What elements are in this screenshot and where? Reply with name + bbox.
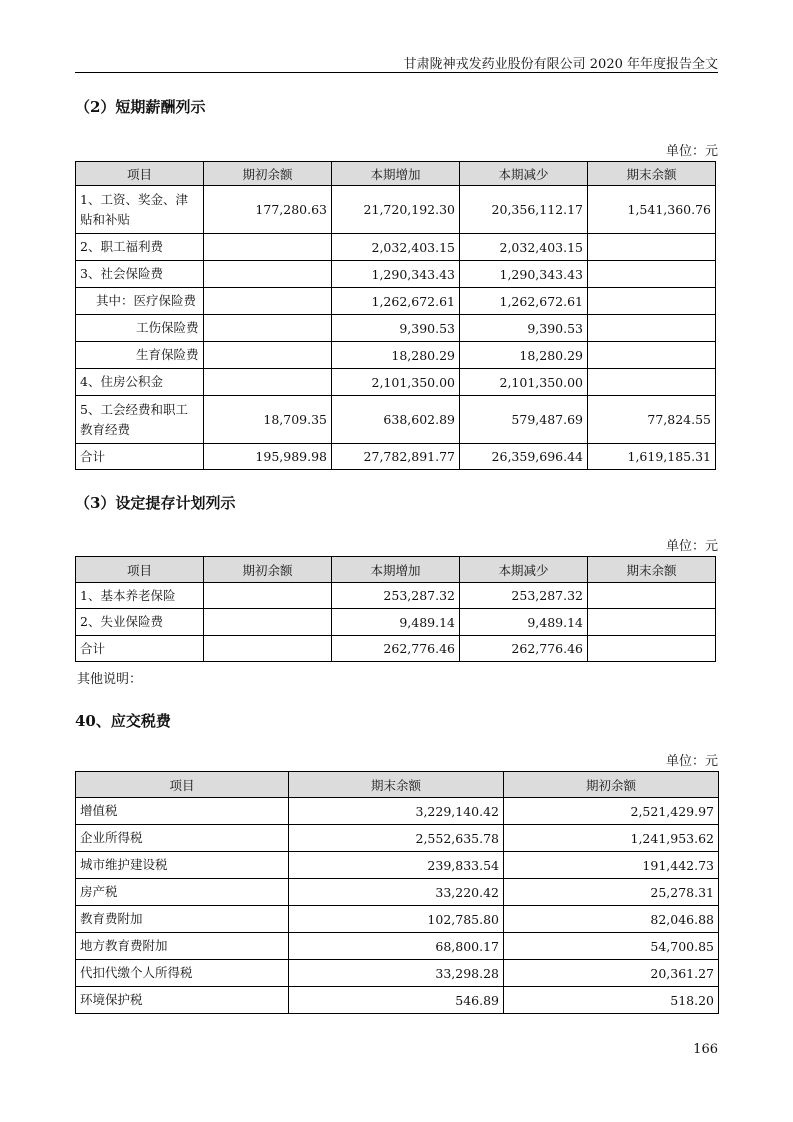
table-row: [76, 342, 716, 369]
row-label: 地方教育费附加: [76, 933, 289, 960]
table-total-row: [76, 444, 716, 470]
cell-value: 518.20: [504, 987, 719, 1014]
column-header: 期初余额: [204, 557, 332, 583]
row-label: 合计: [76, 636, 204, 662]
taxes-unit: 单位：元: [665, 754, 718, 769]
cell-value: [588, 609, 716, 636]
cell-value: 1,290,343.43: [460, 261, 588, 288]
page-number: 166: [693, 1042, 718, 1057]
cell-value: 2,101,350.00: [460, 369, 588, 396]
cell-value: 68,800.17: [289, 933, 504, 960]
cell-value: 195,989.98: [204, 444, 332, 470]
cell-value: [588, 636, 716, 662]
column-header: 本期增加: [332, 557, 460, 583]
cell-value: [588, 261, 716, 288]
defined-plan-table: [75, 556, 716, 662]
cell-value: 33,220.42: [289, 879, 504, 906]
row-label: 1、工资、奖金、津贴和补贴: [76, 186, 204, 234]
column-header: 项目: [76, 772, 289, 798]
cell-value: 21,720,192.30: [332, 186, 460, 234]
row-label: 生育保险费: [76, 342, 204, 369]
table-row: [76, 906, 719, 933]
cell-value: 18,709.35: [204, 396, 332, 444]
row-label: 教育费附加: [76, 906, 289, 933]
taxes-heading: 40、应交税费: [75, 712, 171, 730]
table-row: [76, 396, 716, 444]
cell-value: [204, 315, 332, 342]
row-label: 5、工会经费和职工教育经费: [76, 396, 204, 444]
header-rule: [75, 72, 718, 73]
row-label: 4、住房公积金: [76, 369, 204, 396]
report-header-title: 甘肃陇神戎发药业股份有限公司 2020 年年度报告全文: [403, 57, 718, 72]
row-label: 2、职工福利费: [76, 234, 204, 261]
table-header-row: [76, 162, 716, 186]
column-header: 项目: [76, 162, 204, 186]
cell-value: [588, 369, 716, 396]
cell-value: 77,824.55: [588, 396, 716, 444]
cell-value: [588, 288, 716, 315]
row-label: 其中：医疗保险费: [76, 288, 204, 315]
taxes-table: [75, 771, 719, 1014]
cell-value: 2,101,350.00: [332, 369, 460, 396]
cell-value: 1,262,672.61: [460, 288, 588, 315]
cell-value: [204, 342, 332, 369]
cell-value: 546.89: [289, 987, 504, 1014]
table-header-row: [76, 772, 719, 798]
cell-value: [204, 288, 332, 315]
cell-value: [204, 636, 332, 662]
cell-value: 253,287.32: [460, 583, 588, 609]
table-row: [76, 288, 716, 315]
cell-value: 579,487.69: [460, 396, 588, 444]
cell-value: 262,776.46: [332, 636, 460, 662]
cell-value: 253,287.32: [332, 583, 460, 609]
cell-value: 3,229,140.42: [289, 798, 504, 825]
cell-value: 1,290,343.43: [332, 261, 460, 288]
defined-plan-unit: 单位：元: [665, 539, 718, 554]
row-label: 代扣代缴个人所得税: [76, 960, 289, 987]
cell-value: 9,390.53: [460, 315, 588, 342]
cell-value: 262,776.46: [460, 636, 588, 662]
cell-value: 9,489.14: [332, 609, 460, 636]
row-label: 城市维护建设税: [76, 852, 289, 879]
cell-value: 27,782,891.77: [332, 444, 460, 470]
cell-value: 2,032,403.15: [332, 234, 460, 261]
table-row: [76, 987, 719, 1014]
row-label: 2、失业保险费: [76, 609, 204, 636]
cell-value: 177,280.63: [204, 186, 332, 234]
table-row: [76, 369, 716, 396]
table-row: [76, 879, 719, 906]
column-header: 期初余额: [204, 162, 332, 186]
cell-value: 2,552,635.78: [289, 825, 504, 852]
row-label: 1、基本养老保险: [76, 583, 204, 609]
short-term-heading: （2）短期薪酬列示: [75, 98, 206, 116]
row-label: 增值税: [76, 798, 289, 825]
cell-value: 2,032,403.15: [460, 234, 588, 261]
cell-value: [588, 342, 716, 369]
other-notes-label: 其他说明：: [77, 672, 143, 687]
row-label: 3、社会保险费: [76, 261, 204, 288]
cell-value: 18,280.29: [332, 342, 460, 369]
cell-value: 33,298.28: [289, 960, 504, 987]
cell-value: [204, 234, 332, 261]
table-total-row: [76, 636, 716, 662]
column-header: 本期减少: [460, 162, 588, 186]
column-header: 期末余额: [588, 557, 716, 583]
cell-value: 102,785.80: [289, 906, 504, 933]
column-header: 期末余额: [289, 772, 504, 798]
cell-value: 18,280.29: [460, 342, 588, 369]
cell-value: 25,278.31: [504, 879, 719, 906]
row-label: 房产税: [76, 879, 289, 906]
cell-value: 9,489.14: [460, 609, 588, 636]
cell-value: 191,442.73: [504, 852, 719, 879]
table-row: [76, 960, 719, 987]
table-row: [76, 315, 716, 342]
column-header: 本期增加: [332, 162, 460, 186]
short-term-table: [75, 161, 716, 470]
table-row: [76, 852, 719, 879]
row-label: 企业所得税: [76, 825, 289, 852]
table-row: [76, 609, 716, 636]
table-row: [76, 798, 719, 825]
cell-value: 638,602.89: [332, 396, 460, 444]
cell-value: 1,262,672.61: [332, 288, 460, 315]
table-row: [76, 186, 716, 234]
cell-value: 54,700.85: [504, 933, 719, 960]
cell-value: [204, 369, 332, 396]
cell-value: 20,356,112.17: [460, 186, 588, 234]
column-header: 本期减少: [460, 557, 588, 583]
table-row: [76, 261, 716, 288]
cell-value: 239,833.54: [289, 852, 504, 879]
column-header: 项目: [76, 557, 204, 583]
cell-value: [588, 234, 716, 261]
cell-value: 1,541,360.76: [588, 186, 716, 234]
cell-value: 1,619,185.31: [588, 444, 716, 470]
row-label: 合计: [76, 444, 204, 470]
column-header: 期初余额: [504, 772, 719, 798]
cell-value: 82,046.88: [504, 906, 719, 933]
cell-value: 2,521,429.97: [504, 798, 719, 825]
row-label: 工伤保险费: [76, 315, 204, 342]
row-label: 环境保护税: [76, 987, 289, 1014]
cell-value: [204, 583, 332, 609]
cell-value: [204, 261, 332, 288]
table-row: [76, 234, 716, 261]
defined-plan-heading: （3）设定提存计划列示: [75, 494, 236, 512]
short-term-unit: 单位：元: [665, 144, 718, 159]
cell-value: [588, 315, 716, 342]
table-row: [76, 825, 719, 852]
cell-value: [204, 609, 332, 636]
cell-value: 20,361.27: [504, 960, 719, 987]
table-header-row: [76, 557, 716, 583]
table-row: [76, 933, 719, 960]
column-header: 期末余额: [588, 162, 716, 186]
cell-value: 9,390.53: [332, 315, 460, 342]
cell-value: 1,241,953.62: [504, 825, 719, 852]
table-row: [76, 583, 716, 609]
cell-value: [588, 583, 716, 609]
cell-value: 26,359,696.44: [460, 444, 588, 470]
